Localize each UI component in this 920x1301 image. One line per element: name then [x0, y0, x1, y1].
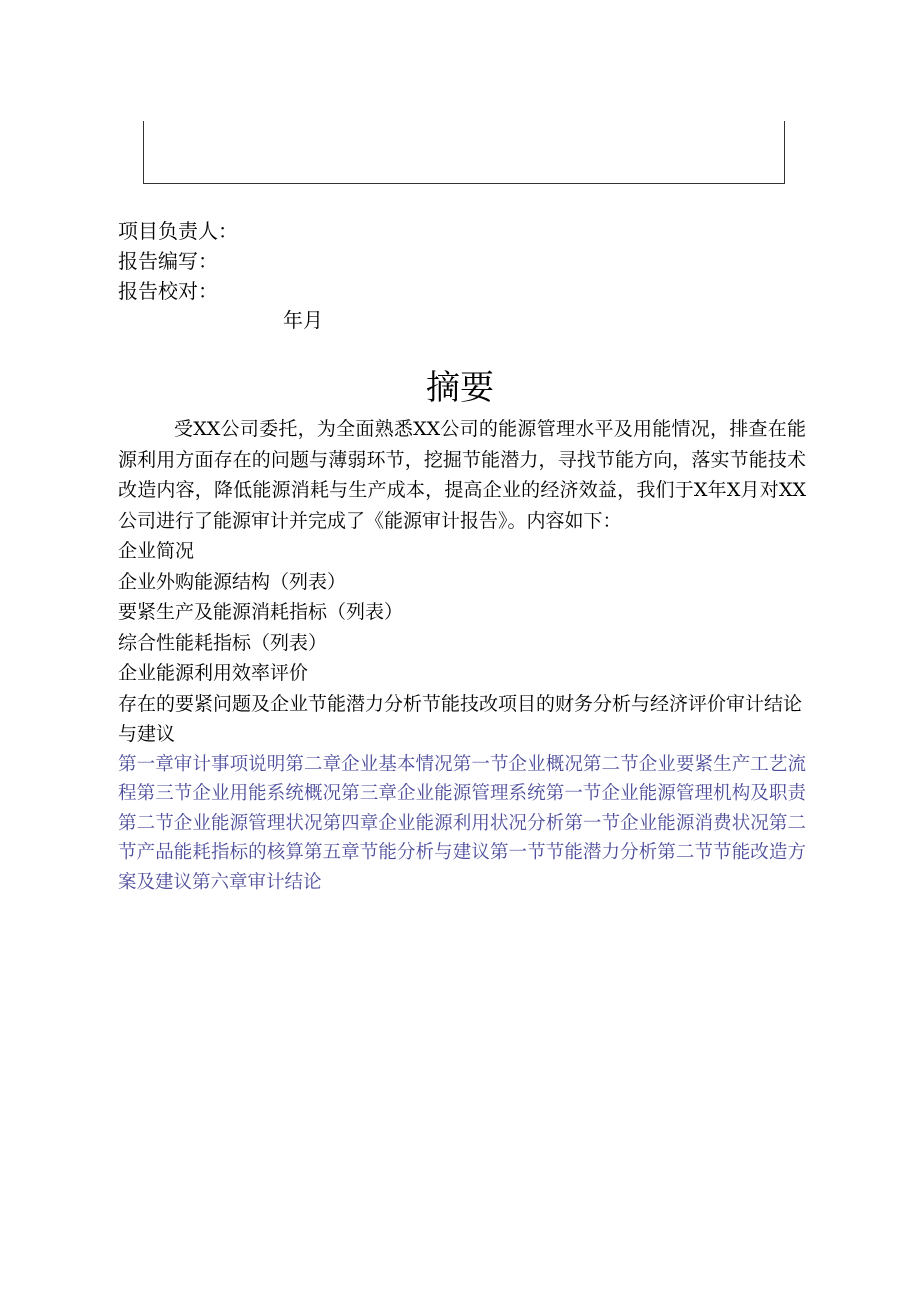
abstract-body [118, 414, 806, 897]
report-writer-label: 报告编写： [118, 249, 218, 273]
content-list-item: 要紧生产及能源消耗指标（列表） [118, 601, 404, 623]
table-of-contents-link[interactable]: 第一章审计事项说明第二章企业基本情况第一节企业概况第二节企业要紧生产工艺流程第三节企业用能系统概况第三章企业能源管理系统第一节企业能源管理机构及职责第二节企业能源管理状况第四章企业能源利用状况分析第一节企业能源消费状况第二节产品能耗指标的核算第五章节能分析与建议第一节节能潜力分析第二节节能改造方案及建议第六章审计结论 [118, 753, 806, 893]
abstract-intro-paragraph: 受XX公司委托，为全面熟悉XX公司的能源管理水平及用能情况，排查在能源利用方面存在的问题与薄弱环节，挖掘节能潜力，寻找节能方向，落实节能技术改造内容，降低能源消耗与生产成本，提高企业的经济效益，我们于X年X月对XX公司进行了能源审计并完成了《能源审计报告》。内容如下： [118, 418, 806, 532]
content-list-item: 企业简况 [118, 540, 195, 562]
signature-block [118, 216, 238, 306]
report-date: 年月 [283, 308, 323, 332]
content-list-item: 企业外购能源结构（列表） [118, 570, 347, 593]
content-list-item: 综合性能耗指标（列表） [118, 631, 328, 654]
project-leader-label: 项目负责人： [118, 219, 238, 243]
cover-frame-box [143, 121, 785, 184]
abstract-title: 摘要 [426, 368, 494, 408]
content-list-item: 企业能源利用效率评价 [118, 662, 309, 684]
report-checker-label: 报告校对： [118, 279, 218, 303]
content-list-item: 存在的要紧问题及企业节能潜力分析节能技改项目的财务分析与经济评价审计结论与建议 [118, 692, 803, 745]
